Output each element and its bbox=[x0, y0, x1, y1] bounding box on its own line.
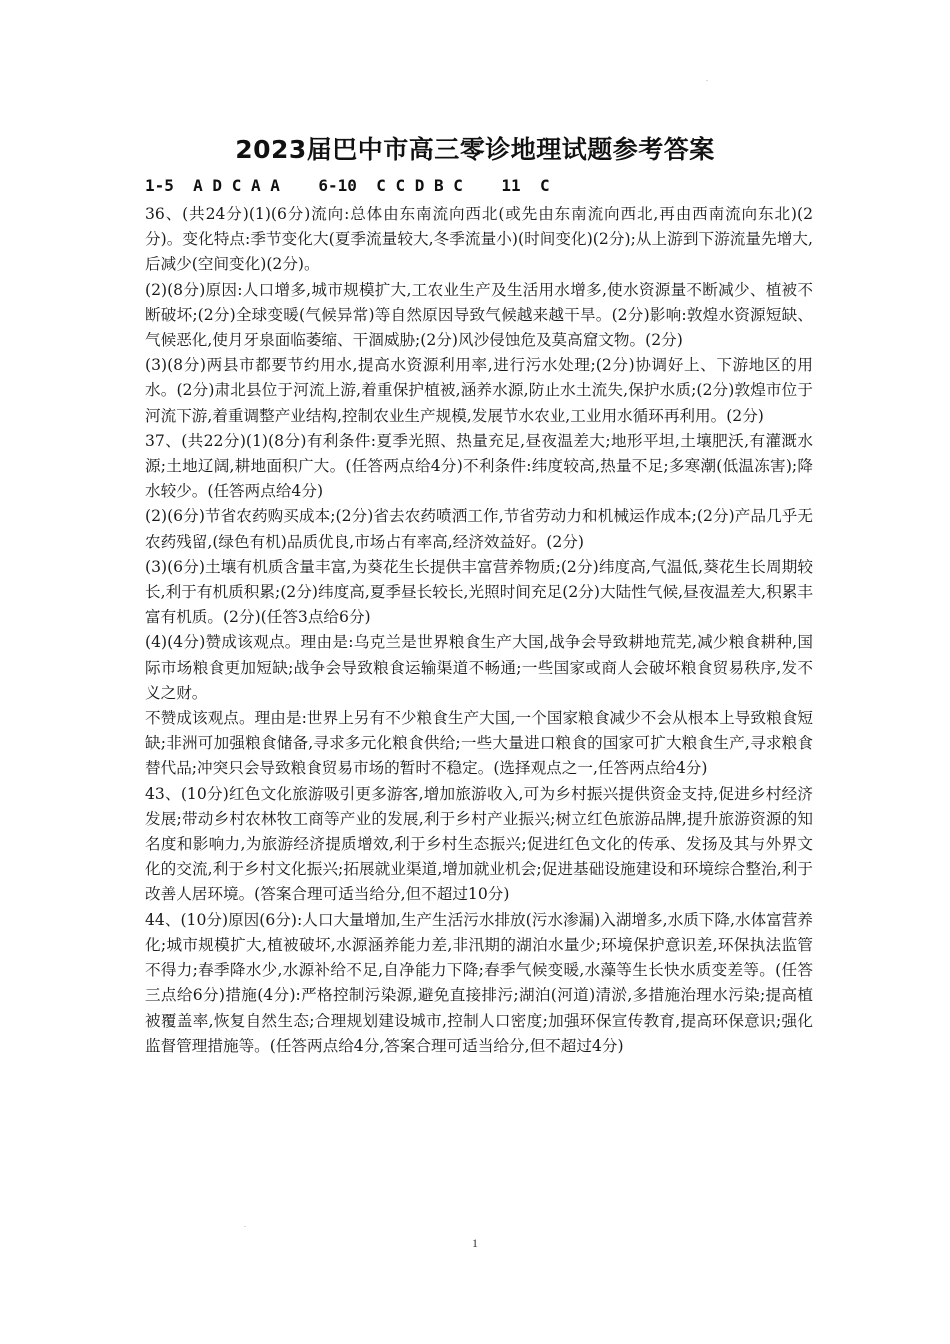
answer-36-2: (2)(8分)原因:人口增多,城市规模扩大,工农业生产及生活用水增多,使水资源量不断减少、植被不断破坏;(2分)全球变暖(气候异常)等自然原因导致气候越来越干旱。(2分)影响:敦煌水资源短缺、气候恶化,使月牙泉面临萎缩、干涸威胁;(2分)风沙侵蚀危及莫高窟文物。(2分) bbox=[145, 280, 813, 350]
answer-36-1: 36、(共24分)(1)(6分)流向:总体由东南流向西北(或先由东南流向西北,再由西南流向东北)(2分)。变化特点:季节变化大(夏季流量较大,冬季流量小)(时间变化)(2分);从上游到下游流量先增大,后减少(空间变化)(2分)。 bbox=[145, 205, 813, 274]
answer-44: 44、(10分)原因(6分):人口大量增加,生产生活污水排放(污水渗漏)入湖增多,水质下降,水体富营养化;城市规模扩大,植被破坏,水源涵养能力差,非汛期的湖泊水量少;环境保护意识差,环保执法监管不得力;春季降水少,水源补给不足,自净能力下降;春季气候变暖,水藻等生长快水质变差等。(任答三点给6分)措施(4分):严格控制污染源,避免直接排污;湖泊(河道)清淤,多措施治理水污染;提高植被覆盖率,恢复自然生态;合理规划建设城市,控制人口密度;加强环保宣传教育,提高环保意识;强化监督管理措施等。(任答两点给4分,答案合理可适当给分,但不超过4分) bbox=[145, 910, 813, 1055]
answer-37-4-disagree: 不赞成该观点。理由是:世界上另有不少粮食生产大国,一个国家粮食减少不会从根本上导致粮食短缺;非洲可加强粮食储备,寻求多元化粮食供给;一些大量进口粮食的国家可扩大粮食生产,寻求粮食替代品;冲突只会导致粮食贸易市场的暂时不稳定。(选择观点之一,任答两点给4分) bbox=[145, 709, 813, 778]
document-title: 2023届巴中市高三零诊地理试题参考答案 bbox=[235, 135, 715, 164]
page-number: 1 bbox=[472, 1236, 478, 1250]
choice-answers: 1-5 A D C A A 6-10 C C D B C 11 C bbox=[145, 176, 550, 195]
answer-37-4-agree: (4)(4分)赞成该观点。理由是:乌克兰是世界粮食生产大国,战争会导致耕地荒芜,减少粮食耕种,国际市场粮食更加短缺;战争会导致粮食运输渠道不畅通;一些国家或商人会破坏粮食贸易秩序,发不义之财。 bbox=[145, 633, 813, 702]
answer-body bbox=[145, 202, 813, 1059]
answer-37-1: 37、(共22分)(1)(8分)有利条件:夏季光照、热量充足,昼夜温差大;地形平坦,土壤肥沃,有灌溉水源;土地辽阔,耕地面积广大。(任答两点给4分)不利条件:纬度较高,热量不足;多寒潮(低温冻害);降水较少。(任答两点给4分) bbox=[145, 431, 813, 501]
scan-speck: · bbox=[244, 1224, 246, 1231]
answer-36-3: (3)(8分)两县市都要节约用水,提高水资源利用率,进行污水处理;(2分)协调好上、下游地区的用水。(2分)肃北县位于河流上游,着重保护植被,涵养水源,防止水土流失,保护水质;(2分)敦煌市位于河流下游,着重调整产业结构,控制农业生产规模,发展节水农业,工业用水循环再利用。(2分) bbox=[145, 356, 813, 425]
answer-37-2: (2)(6分)节省农药购买成本;(2分)省去农药喷洒工作,节省劳动力和机械运作成本;(2分)产品几乎无农药残留,(绿色有机)品质优良,市场占有率高,经济效益好。(2分) bbox=[145, 507, 813, 551]
answer-43: 43、(10分)红色文化旅游吸引更多游客,增加旅游收入,可为乡村振兴提供资金支持,促进乡村经济发展;带动乡村农林牧工商等产业的发展,利于乡村产业振兴;树立红色旅游品牌,提升旅游资源的知名度和影响力,为旅游经济提质增效,利于乡村生态振兴;促进红色文化的传承、发扬及其与外界文化的交流,利于乡村文化振兴;拓展就业渠道,增加就业机会;促进基础设施建设和环境综合整治,利于改善人居环境。(答案合理可适当给分,但不超过10分) bbox=[145, 784, 813, 904]
answer-37-3: (3)(6分)土壤有机质含量丰富,为葵花生长提供丰富营养物质;(2分)纬度高,气温低,葵花生长周期较长,利于有机质积累;(2分)纬度高,夏季昼长较长,光照时间充足(2分)大陆性气候,昼夜温差大,积累丰富有机质。(2分)(任答3点给6分) bbox=[145, 557, 813, 627]
scan-speck: · bbox=[706, 78, 708, 85]
